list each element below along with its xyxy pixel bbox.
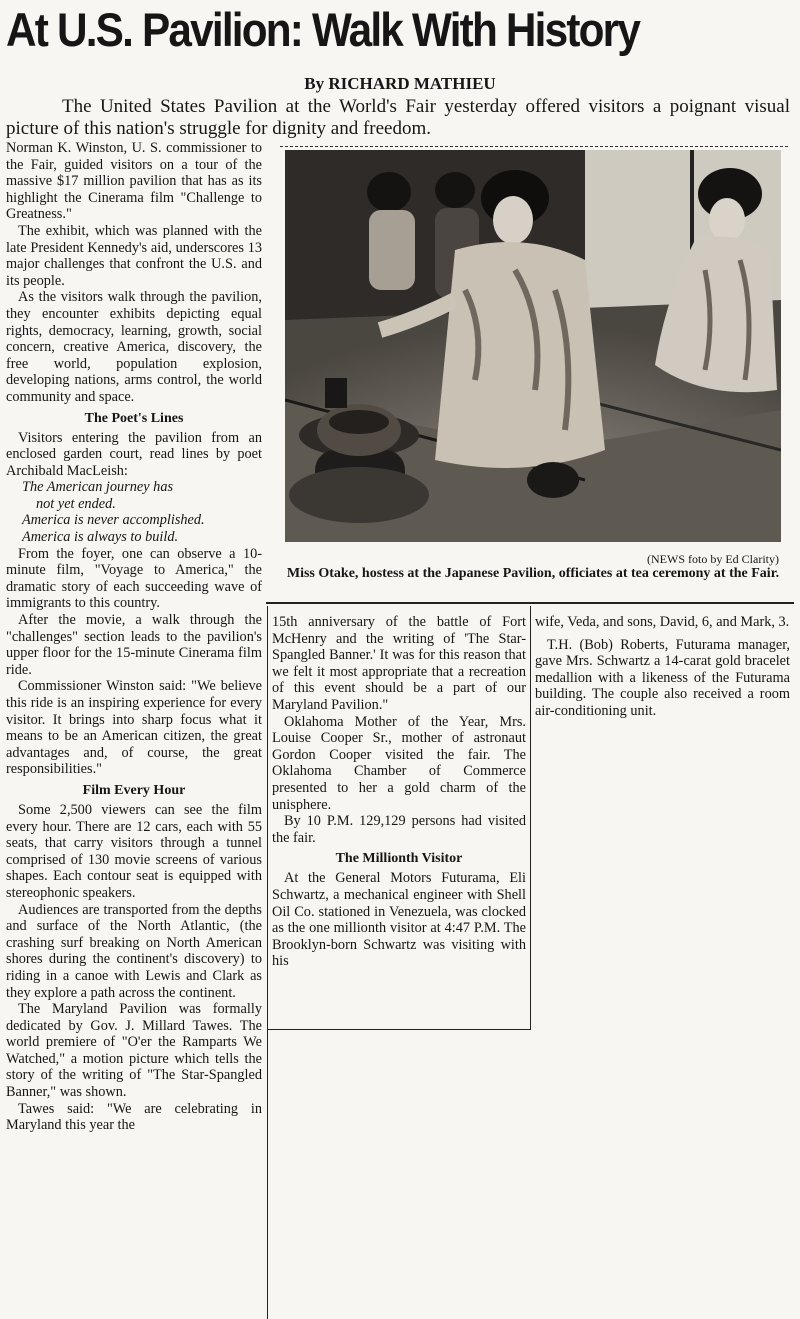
- paragraph: wife, Veda, and sons, David, 6, and Mark, 3.: [535, 614, 790, 630]
- paragraph: After the movie, a walk through the "challenges" section leads to the pavilion's upper floor for the 15-minute Cinerama film ride.: [6, 612, 262, 678]
- tea-ceremony-photo: [285, 150, 781, 542]
- column-end-rule: [268, 1029, 530, 1030]
- paragraph: From the foyer, one can observe a 10-minute film, "Voyage to America," the dramatic story of each succeeding wave of immigrants to this country.: [6, 545, 262, 612]
- subhead-millionth-visitor: The Millionth Visitor: [335, 851, 463, 867]
- subhead-film-every-hour: Film Every Hour: [82, 782, 186, 798]
- paragraph: Audiences are transported from the depths and surface of the North Atlantic, (the crashing surf breaking on North American shores during the continent's discovery) to riding in a canoe with Lewis and Clark as they explore a path across the continent.: [6, 901, 262, 1001]
- paragraph: Oklahoma Mother of the Year, Mrs. Louise Cooper Sr., mother of astronaut Gordon Cooper visited the fair. The Oklahoma Chamber of Commerce presented to her a gold charm of the unisphere.: [272, 713, 526, 813]
- paragraph: The Maryland Pavilion was formally dedicated by Gov. J. Millard Tawes. The world premiere of "O'er the Ramparts We Watched," a motion picture which tells the story of the writing of "The Star-Spangled Banner," was shown.: [6, 1001, 262, 1101]
- section-rule: [266, 602, 794, 604]
- paragraph: At the General Motors Futurama, Eli Schwartz, a mechanical engineer with Shell Oil Co. stationed in Venezuela, was clocked as the one millionth visitor at 4:47 P.M. The Brooklyn-born Schwartz was visiting with his: [272, 870, 526, 970]
- paragraph: As the visitors walk through the pavilion, they encounter exhibits depicting equal rights, democracy, learning, growth, social concern, creative America, discovery, the free world, population explosion, developing nations, arms control, the world community and space.: [6, 289, 262, 405]
- poem-line: not yet ended.: [36, 495, 116, 512]
- photo-caption: Miss Otake, hostess at the Japanese Pavilion, officiates at tea ceremony at the Fair.: [286, 566, 780, 581]
- paragraph: Visitors entering the pavilion from an enclosed garden court, read lines by poet Archibald MacLeish:: [6, 429, 262, 479]
- column-rule-right: [530, 606, 531, 1030]
- subhead-poets-lines: The Poet's Lines: [84, 410, 184, 426]
- paragraph: The exhibit, which was planned with the late President Kennedy's aid, underscores 13 major challenges that confront the U.S. and its people.: [6, 222, 262, 289]
- paragraph: Commissioner Winston said: "We believe this ride is an inspiring experience for every visitor. It brings into sharp focus what it means to be an American citizen, the great advantages and, of course, the great responsibilities.": [6, 678, 262, 778]
- poem-line: America is never accomplished.: [22, 512, 205, 529]
- paragraph: Tawes said: "We are celebrating in Maryland this year the: [6, 1100, 262, 1134]
- article-column-2: [272, 614, 526, 970]
- poem-line: America is always to build.: [22, 529, 179, 546]
- article-column-3: [535, 614, 790, 720]
- photo-top-rule: [280, 146, 788, 147]
- byline: By RICHARD MATHIEU: [304, 74, 496, 93]
- headline: At U.S. Pavilion: Walk With History: [6, 3, 640, 56]
- article-column-1: [6, 140, 262, 1134]
- deck-paragraph: The United States Pavilion at the World's Fair yesterday offered visitors a poignant visual picture of this nation's struggle for dignity and freedom.: [6, 96, 790, 139]
- photo-illustration: [285, 150, 781, 542]
- paragraph: 15th anniversary of the battle of Fort McHenry and the writing of 'The Star-Spangled Banner.' It was for this reason that we felt it most appropriate that a recreation of this event should be a part of our Maryland Pavilion.": [272, 614, 526, 713]
- photo-credit: (NEWS foto by Ed Clarity): [647, 552, 779, 566]
- poem-quote: [6, 479, 262, 545]
- paragraph: Norman K. Winston, U. S. commissioner to the Fair, guided visitors on a tour of the massive $17 million pavilion that has as its highlight the Cinerama film "Challenge to Greatness.": [6, 140, 262, 223]
- paragraph: By 10 P.M. 129,129 persons had visited the fair.: [272, 813, 526, 846]
- column-rule-left: [267, 606, 268, 1319]
- paragraph: T.H. (Bob) Roberts, Futurama manager, gave Mrs. Schwartz a 14-carat gold bracelet medallion with a likeness of the Futurama building. The couple also received a room air-conditioning unit.: [535, 636, 790, 719]
- paragraph: Some 2,500 viewers can see the film every hour. There are 12 cars, each with 55 seats, that carry visitors through a tunnel comprised of 130 movie screens of various shapes. Each contour seat is equipped with stereophonic speakers.: [6, 801, 262, 901]
- poem-line: The American journey has: [22, 479, 174, 496]
